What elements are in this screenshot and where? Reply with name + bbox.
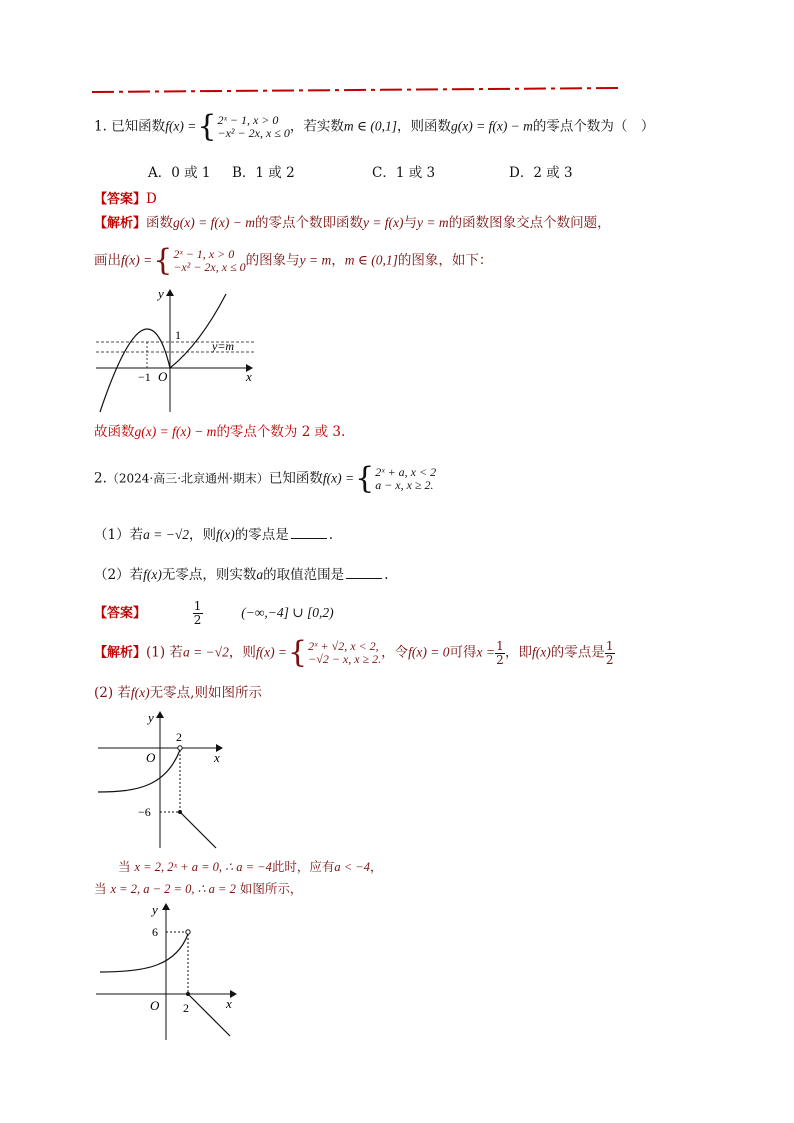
q1-answer-value: D	[146, 191, 157, 207]
q2-part1-blank[interactable]	[291, 526, 327, 539]
q1-analysis-line2: 画出f(x) = { 2ˣ − 1, x > 0 −x² − 2x, x ≤ 0 的图象与y = m，m ∈ (0,1]的图象，如下：	[94, 243, 493, 278]
q2-analysis-line1: 【解析】(1) 若a = −√2，则f(x) = { 2ˣ + √2, x < 2, −√2 − x, x ≥ 2. ，令f(x) = 0可得x = $\frac{1}{2}$ ，即f(x)的零点是 $\frac{1}{2}$	[94, 635, 614, 670]
q1-stem: 1. 已知函数f(x) = { 2ˣ − 1, x > 0 −x² − 2x, x ≤ 0 ，若实数m ∈ (0,1]，则函数g(x) = f(x) − m的零点个数为（ ）	[94, 109, 655, 144]
q2-case2: 当 x = 2, a − 2 = 0, ∴ a = 2 如图所示，	[94, 881, 303, 896]
q2-piecewise: { 2ˣ + a, x < 2 a − x, x ≥ 2.	[355, 461, 437, 496]
q1-label-one: 1	[175, 328, 181, 342]
q1-option-d[interactable]: D．2 或 3	[509, 165, 573, 181]
q1-piecewise: { 2ˣ − 1, x > 0 −x² − 2x, x ≤ 0	[197, 109, 290, 144]
q2-part2: （2）若f(x)无零点，则实数a的取值范围是 .	[94, 567, 389, 583]
q2-answer: 【答案】 $\frac{1}{2}$ (−∞,−4] ∪ [0,2)	[94, 599, 334, 627]
q2g1-label-origin: O	[146, 750, 156, 765]
q2g2-label-origin: O	[150, 998, 160, 1013]
q2g1-open-dot	[178, 746, 182, 750]
q2g2-label-y: y	[152, 902, 158, 917]
q1-option-c[interactable]: C．1 或 3	[372, 165, 436, 181]
q2-answer-2: (−∞,−4] ∪ [0,2)	[241, 605, 334, 620]
q1-label-neg-one: −1	[138, 370, 151, 384]
q2g1-label-y: y	[148, 710, 154, 725]
q1-label-origin: O	[158, 369, 168, 384]
q1-number: 1.	[94, 118, 107, 135]
q1-label-ym: y=m	[212, 339, 235, 353]
q2-case1: 当 x = 2, 2ˣ + a = 0, ∴ a = −4此时，应有a < −4，	[118, 859, 383, 874]
q2-stem: 2.（2024·高三·北京通州·期末）已知函数f(x) = { 2ˣ + a, x < 2 a − x, x ≥ 2.	[94, 461, 437, 496]
q2g2-exp-curve	[100, 934, 188, 972]
q1-label-y: y	[158, 286, 164, 301]
q2g1-line	[180, 812, 216, 848]
q2g1-label-2: 2	[176, 730, 182, 744]
q2-graph-1	[94, 708, 234, 852]
q1-option-b[interactable]: B．1 或 2	[232, 165, 295, 181]
q1-graph	[92, 284, 262, 416]
q2-part2-intro: (2) 若f(x)无零点,则如图所示	[94, 685, 262, 701]
q1-option-a[interactable]: A．0 或 1	[148, 165, 211, 181]
q2g2-label-2: 2	[183, 1001, 189, 1015]
q1-answer: 【答案】D	[94, 191, 157, 207]
q2-number: 2.	[94, 470, 107, 487]
q1-label-x: x	[246, 369, 252, 384]
q2-part1: （1）若a = −√2，则f(x)的零点是 .	[94, 527, 334, 543]
q2g2-label-6: 6	[152, 925, 158, 939]
q2g2-label-x: x	[226, 996, 232, 1011]
q2-part2-blank[interactable]	[346, 566, 382, 579]
q2g1-label-neg6: −6	[138, 805, 151, 819]
q2g2-open-dot	[186, 930, 190, 934]
q2g1-label-x: x	[214, 750, 220, 765]
q1-conclusion: 故函数g(x) = f(x) − m的零点个数为 2 或 3.	[94, 424, 346, 440]
q2-graph-2	[94, 900, 244, 1044]
q2-answer-1: $\frac{1}{2}$	[193, 599, 202, 627]
q2g2-line	[188, 994, 230, 1036]
q1-analysis-line1: 【解析】函数g(x) = f(x) − m的零点个数即函数y = f(x)与y = m的函数图象交点个数问题，	[94, 215, 611, 231]
red-divider	[92, 86, 620, 94]
q2g1-exp-curve	[98, 750, 180, 792]
